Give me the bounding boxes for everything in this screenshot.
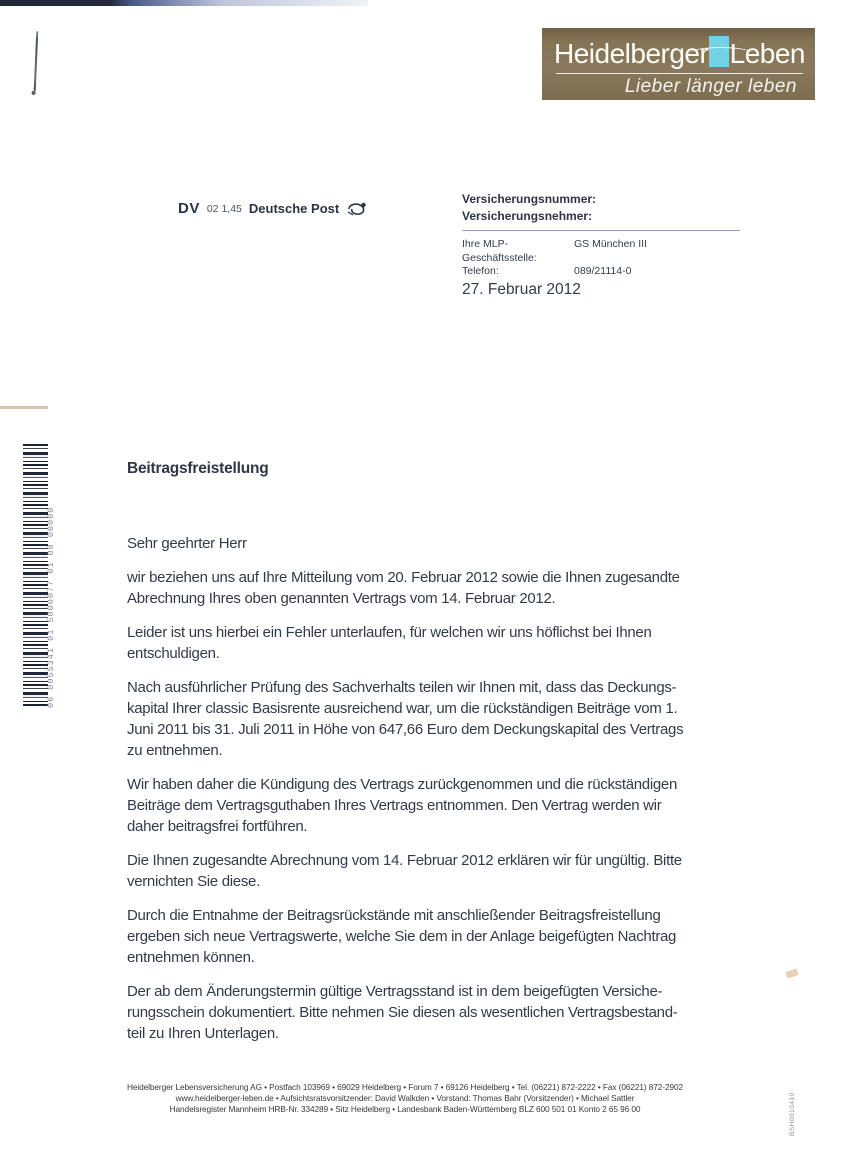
- form-code: BSH0010410: [789, 1092, 796, 1136]
- paragraph: [127, 905, 767, 968]
- smudge-mark: [785, 968, 799, 978]
- paragraph-line: wir beziehen uns auf Ihre Mitteilung vom 20. Februar 2012 sowie die Ihnen zugesandte: [127, 569, 680, 586]
- paragraph-line: Beiträge dem Vertragsguthaben Ihres Vertrags entnommen. Den Vertrag werden wir: [127, 797, 662, 814]
- office-row: [462, 238, 740, 265]
- paragraph: [127, 850, 767, 892]
- paragraph-line: kapital Ihrer classic Basisrente ausreichend war, um die rückständigen Beiträge vom 1.: [127, 700, 678, 717]
- logo-tagline: Lieber länger leben: [624, 76, 797, 97]
- logo-brand-left: Heidelberger: [554, 38, 709, 69]
- logo-blue-square-icon: [709, 36, 728, 67]
- paragraph-line: ergeben sich neue Vertragswerte, welche Sie dem in der Anlage beigefügten Nachtrag: [127, 928, 677, 945]
- office-label: Ihre MLP-Geschäftsstelle:: [462, 238, 537, 264]
- paragraph-line: Wir haben daher die Kündigung des Vertrags zurückgenommen und die rückständigen: [127, 776, 677, 793]
- franking-dv: DV: [178, 200, 200, 217]
- logo-divider: [556, 73, 803, 74]
- paragraph-line: rungsschein dokumentiert. Bitte nehmen Sie diesen als wesentlichen Vertragsbestand-: [127, 1004, 678, 1021]
- letter-subject: Beitragsfreistellung: [127, 460, 269, 477]
- paragraph: [127, 567, 767, 609]
- logo-brand-row: [554, 36, 805, 72]
- logo-swoosh-icon: [689, 47, 753, 61]
- paragraph-line: teil zu Ihren Unterlagen.: [127, 1025, 279, 1042]
- paragraph-line: entnehmen können.: [127, 949, 255, 966]
- office-value: GS München III: [574, 238, 647, 250]
- deutsche-post-posthorn-icon: [346, 201, 368, 217]
- paragraph-line: daher beitragsfrei fortführen.: [127, 818, 308, 835]
- phone-value: 089/21114-0: [574, 265, 632, 277]
- paragraph-line: Juni 2011 bis 31. Juli 2011 in Höhe von 647,66 Euro dem Deckungskapital des Vertrags: [127, 721, 684, 738]
- paragraph-line: Durch die Entnahme der Beitragsrückstände mit anschließender Beitragsfreistellung: [127, 907, 661, 924]
- paragraph-line: Die Ihnen zugesandte Abrechnung vom 14. Februar 2012 erklären wir für ungültig. Bitte: [127, 852, 682, 869]
- info-divider: [462, 230, 740, 231]
- salutation: [127, 533, 767, 554]
- salutation-line: Sehr geehrter Herr: [127, 535, 247, 552]
- paragraph: [127, 981, 767, 1044]
- paragraph-line: zu entnehmen.: [127, 742, 223, 759]
- paragraph: [127, 774, 767, 837]
- paragraph-line: Nach ausführlicher Prüfung des Sachverhalts teilen wir Ihnen mit, dass das Deckungs-: [127, 679, 677, 696]
- policy-holder-label: Versicherungsnehmer:: [462, 209, 593, 223]
- paragraph-line: Abrechnung Ihres oben genannten Vertrags vom 14. Februar 2012.: [127, 590, 556, 607]
- barcode: [23, 444, 48, 708]
- fold-mark: [0, 406, 48, 409]
- paragraph-line: vernichten Sie diese.: [127, 873, 260, 890]
- franking-carrier: Deutsche Post: [248, 201, 340, 216]
- franking-line: [178, 200, 368, 217]
- paragraph-line: entschuldigen.: [127, 645, 220, 662]
- imprint-line: www.heidelberger-leben.de • Aufsichtsratsvorsitzender: David Walkden • Vorstand: Thomas Bahr (Vorsitzender) • Michael Sattler: [175, 1093, 635, 1103]
- letter-body: [127, 533, 767, 1057]
- barcode-number: 06 0055341 01 5000077 01 08 00000: [46, 506, 56, 708]
- scan-edge-artifact: [0, 0, 368, 6]
- paragraph: [127, 622, 767, 664]
- paragraph-line: Der ab dem Änderungstermin gültige Vertragsstand ist in dem beigefügten Versiche-: [127, 983, 663, 1000]
- company-imprint: [80, 1082, 730, 1115]
- phone-row: [462, 265, 740, 279]
- policy-info-block: [462, 191, 740, 279]
- paragraph-line: Leider ist uns hierbei ein Fehler unterlaufen, für welchen wir uns höflichst bei Ihnen: [127, 624, 652, 641]
- franking-code: 02 1,45: [206, 202, 242, 215]
- logo-brand-right: Leben: [729, 38, 805, 69]
- policy-number-label: Versicherungsnummer:: [462, 192, 597, 206]
- imprint-line: Handelsregister Mannheim HRB-Nr. 334289 • Sitz Heidelberg • Landesbank Baden-Württemberg BLZ 600 501 01 Konto 2 65 96 00: [169, 1104, 641, 1114]
- imprint-line: Heidelberger Lebensversicherung AG • Postfach 103969 • 69029 Heidelberg • Forum 7 • 69126 Heidelberg • Tel. (06221) 872-2222 • Fax (06221) 872-2902: [126, 1082, 684, 1092]
- pen-stroke-mark: [34, 31, 39, 91]
- paragraph: [127, 677, 767, 761]
- heidelberger-leben-logo: [542, 28, 815, 100]
- phone-label: Telefon:: [462, 265, 499, 277]
- letter-date: 27. Februar 2012: [462, 281, 581, 298]
